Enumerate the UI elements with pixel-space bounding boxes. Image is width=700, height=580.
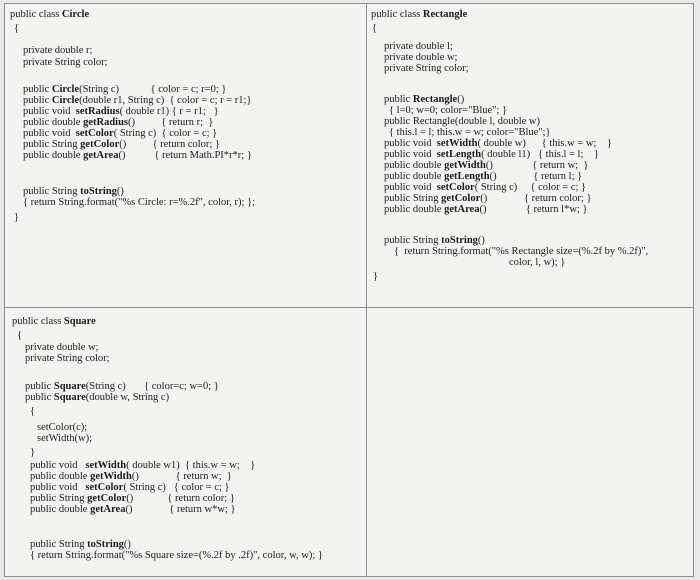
- code-text: public String: [384, 193, 442, 204]
- code-text: private double l;: [384, 41, 453, 52]
- code-line: [30, 550, 323, 561]
- code-text: () { return w; }: [485, 160, 589, 171]
- code-text: (String c) { color=c; w=0; }: [85, 381, 219, 392]
- code-identifier: toString: [80, 186, 117, 197]
- code-identifier: Rectangle: [412, 94, 458, 105]
- code-identifier: setRadius: [75, 106, 120, 117]
- code-identifier: setColor: [436, 182, 475, 193]
- code-text: private double r;: [23, 45, 93, 56]
- code-text: public class: [12, 316, 64, 327]
- code-line: [23, 139, 220, 150]
- code-line: [30, 539, 131, 550]
- code-identifier: Circle: [61, 9, 90, 20]
- code-line: [23, 186, 124, 197]
- code-text: { return String.format("%s Circle: r=%.2f", color, r); };: [23, 197, 256, 208]
- code-identifier: getRadius: [83, 117, 129, 128]
- code-text: ( double w1) { this.w = w; }: [126, 460, 256, 471]
- code-text: () { return w; }: [131, 471, 232, 482]
- code-text: public double: [23, 117, 84, 128]
- code-line: [384, 149, 599, 160]
- code-text: public void: [384, 182, 437, 193]
- code-line: [23, 95, 251, 106]
- code-text: () { return color; }: [126, 493, 235, 504]
- code-identifier: getArea: [90, 504, 126, 515]
- code-line: [384, 41, 453, 52]
- code-line: [23, 84, 226, 95]
- code-line: [394, 246, 648, 257]
- code-line: [23, 57, 108, 68]
- code-line: [23, 117, 213, 128]
- code-identifier: Circle: [51, 84, 80, 95]
- code-line: [14, 212, 19, 223]
- code-identifier: Square: [53, 392, 86, 403]
- code-text: public double: [30, 471, 91, 482]
- code-text: public double: [384, 160, 445, 171]
- code-text: private double w;: [384, 52, 458, 63]
- code-text: {: [372, 23, 378, 34]
- code-identifier: setColor: [85, 482, 124, 493]
- code-text: (String c) { color = c; r=0; }: [79, 84, 227, 95]
- code-text: public: [384, 94, 413, 105]
- code-identifier: setWidth: [436, 138, 478, 149]
- code-text: () { return color; }: [119, 139, 221, 150]
- code-text: public void: [23, 106, 76, 117]
- code-text: (): [477, 235, 485, 246]
- code-text: public String: [23, 186, 81, 197]
- code-line: [372, 23, 377, 34]
- code-text: ( double r1) { r = r1; }: [119, 106, 219, 117]
- code-text: public String: [30, 539, 88, 550]
- code-text: () { return Math.PI*r*r; }: [118, 150, 252, 161]
- code-text: public double: [30, 504, 91, 515]
- code-text: ( String c) { color = c; }: [113, 128, 218, 139]
- code-identifier: setColor: [75, 128, 114, 139]
- code-text: private String color;: [23, 57, 108, 68]
- code-line: [389, 105, 507, 116]
- code-identifier: Rectangle: [422, 9, 468, 20]
- code-line: [30, 493, 235, 504]
- code-identifier: getArea: [83, 150, 119, 161]
- code-line: [384, 63, 469, 74]
- code-text: public class: [371, 9, 423, 20]
- code-text: }: [30, 447, 36, 458]
- code-text: public Rectangle(double l, double w): [384, 116, 540, 127]
- code-identifier: getColor: [87, 493, 127, 504]
- code-text: { l=0; w=0; color="Blue"; }: [389, 105, 508, 116]
- code-line: [384, 171, 582, 182]
- code-identifier: setLength: [436, 149, 482, 160]
- code-line: [25, 381, 219, 392]
- code-identifier: Square: [53, 381, 86, 392]
- code-text: public: [25, 392, 54, 403]
- code-line: [25, 392, 169, 403]
- code-line: [37, 433, 92, 444]
- code-text: (): [116, 186, 124, 197]
- code-line: [17, 330, 22, 341]
- code-text: public String: [23, 139, 81, 150]
- code-identifier: getLength: [444, 171, 490, 182]
- code-identifier: toString: [87, 539, 124, 550]
- code-identifier: Square: [63, 316, 96, 327]
- code-text: public: [23, 95, 52, 106]
- code-line: [384, 160, 588, 171]
- code-identifier: Circle: [51, 95, 80, 106]
- code-text: (): [457, 94, 465, 105]
- code-line: [30, 406, 35, 417]
- code-line: [25, 342, 98, 353]
- code-line: [23, 106, 219, 117]
- code-text: () { return color; }: [480, 193, 592, 204]
- code-line: [25, 353, 110, 364]
- code-text: public void: [30, 482, 86, 493]
- code-text: ( String c) { color = c; }: [474, 182, 587, 193]
- code-text: private String color;: [25, 353, 110, 364]
- code-text: public void: [384, 149, 437, 160]
- code-identifier: setWidth: [85, 460, 127, 471]
- code-line: [371, 9, 467, 20]
- square-class-block: [12, 316, 364, 574]
- code-line: [384, 182, 586, 193]
- code-text: () { return r; }: [128, 117, 214, 128]
- code-text: ( String c) { color = c; }: [123, 482, 230, 493]
- code-text: (double w, String c): [85, 392, 170, 403]
- code-line: [30, 482, 229, 493]
- code-sheet: [4, 3, 694, 577]
- code-line: [23, 45, 92, 56]
- code-text: (): [123, 539, 131, 550]
- code-line: [30, 460, 255, 471]
- code-line: [384, 235, 485, 246]
- code-text: (double r1, String c) { color = c; r = r1;}: [79, 95, 252, 106]
- code-text: ( double l1) { this.l = l; }: [481, 149, 599, 160]
- code-text: public String: [30, 493, 88, 504]
- code-line: [37, 422, 87, 433]
- code-line: [384, 52, 457, 63]
- code-text: setWidth(w);: [37, 433, 92, 444]
- code-text: () { return l; }: [489, 171, 583, 182]
- code-text: public void: [23, 128, 76, 139]
- code-text: { return String.format("%s Square size=(%.2f by .2f)", color, w, w); }: [30, 550, 323, 561]
- code-identifier: getColor: [80, 139, 120, 150]
- code-line: [384, 116, 540, 127]
- code-text: () { return w*w; }: [125, 504, 236, 515]
- code-text: }: [373, 271, 379, 282]
- code-text: public double: [384, 204, 445, 215]
- code-text: {: [30, 406, 36, 417]
- code-text: public: [25, 381, 54, 392]
- code-line: [23, 197, 255, 208]
- code-text: setColor(c);: [37, 422, 88, 433]
- code-text: public String: [384, 235, 442, 246]
- code-line: [12, 316, 96, 327]
- code-line: [384, 193, 592, 204]
- code-identifier: getColor: [441, 193, 481, 204]
- code-text: public: [23, 84, 52, 95]
- code-text: private String color;: [384, 63, 469, 74]
- code-text: public double: [384, 171, 445, 182]
- code-text: { return String.format("%s Rectangle size=(%.2f by %.2f)",: [394, 246, 649, 257]
- code-text: public class: [10, 9, 62, 20]
- code-text: ( double w) { this.w = w; }: [477, 138, 612, 149]
- code-identifier: toString: [441, 235, 478, 246]
- code-text: () { return l*w; }: [479, 204, 588, 215]
- code-text: color, l, w); }: [509, 257, 566, 268]
- code-identifier: getWidth: [444, 160, 486, 171]
- code-line: [30, 447, 35, 458]
- code-text: }: [14, 212, 20, 223]
- code-line: [384, 138, 612, 149]
- code-line: [389, 127, 551, 138]
- code-line: [23, 150, 252, 161]
- code-line: [509, 257, 565, 268]
- code-text: public void: [384, 138, 437, 149]
- code-text: private double w;: [25, 342, 99, 353]
- code-identifier: getWidth: [90, 471, 132, 482]
- code-line: [30, 471, 232, 482]
- rectangle-class-block: [371, 9, 691, 299]
- code-text: {: [14, 23, 20, 34]
- code-line: [373, 271, 378, 282]
- code-identifier: getArea: [444, 204, 480, 215]
- code-line: [23, 128, 217, 139]
- code-line: [384, 204, 588, 215]
- code-line: [30, 504, 236, 515]
- code-line: [14, 23, 19, 34]
- column-divider: [366, 4, 367, 576]
- code-text: {: [17, 330, 23, 341]
- code-line: [10, 9, 89, 20]
- code-line: [384, 94, 464, 105]
- circle-class-block: [10, 9, 362, 234]
- row-divider: [5, 307, 693, 308]
- code-text: public void: [30, 460, 86, 471]
- code-text: public double: [23, 150, 84, 161]
- code-text: { this.l = l; this.w = w; color="Blue";}: [389, 127, 551, 138]
